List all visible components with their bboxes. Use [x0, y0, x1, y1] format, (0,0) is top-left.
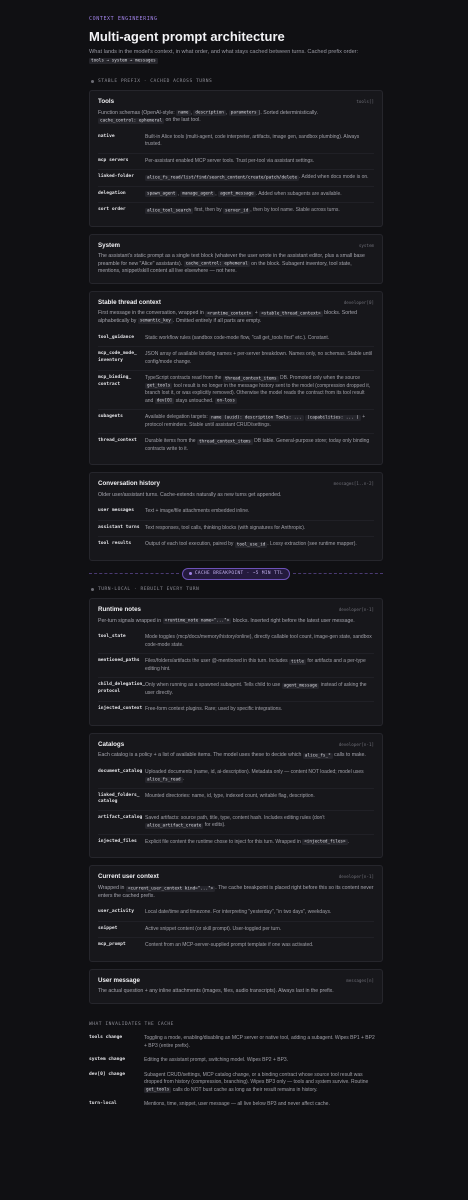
runtime-tag: developer[n-1] [338, 606, 374, 612]
invalidation-row-tools: tools change Toggling a mode, enabling/disabling an MCP server or native tool, adding a subagent. Wipes BP1 + BP2 + BP3 (entire prefix). [89, 1035, 375, 1049]
user-message-tag: messages[n] [346, 977, 374, 983]
user-message-title: User message [98, 976, 140, 984]
current-user-row-snippet: snippet Active snippet content (or skill prompt). User-toggled per turn. [98, 921, 374, 938]
thread-context-card [89, 291, 383, 465]
system-card [89, 234, 383, 284]
runtime-desc: Per-turn signals wrapped in <runtime_note name="..."> blocks. Inserted right before the latest user message. [98, 617, 355, 624]
invalidation-row-dev0: dev[0] change Subagent CRUD/settings, MCP catalog change, or a binding contract whose source tool result was dropped from history (compression, branching). Wipes BP3 only — tools and system survive. Routine get_tools calls do NOT bust cache as long as their result remains in history. [89, 1071, 369, 1093]
catalogs-title: Catalogs [98, 740, 125, 748]
tools-title: Tools [98, 98, 115, 106]
catalogs-row-document: document_catalog Uploaded documents (name, id, ai-description). Metadata only — content NOT loaded; model uses alice_fs_read . [98, 768, 364, 783]
catalogs-row-artifact: artifact_catalog Saved artifacts: source path, title, type, content hash. Includes editing rules (don't alice_artifact_create for edits). [98, 810, 374, 834]
stable-dot-icon [91, 80, 94, 83]
tools-desc: Function schemas (OpenAI-style: name , description , parameters ). Sorted deterministically. cache_control: ephemeral on the last tool. [98, 109, 318, 124]
invalidation-header: WHAT INVALIDATES THE CACHE [89, 1021, 174, 1027]
turn-section-header: TURN-LOCAL · REBUILT EVERY TURN [91, 587, 452, 593]
tools-row-delegation: delegation spawn_agent , manage_agent , agent_message . Added when subagents are available. [98, 186, 374, 203]
thread-row-subagents: subagents Available delegation targets: name (uuid): description Tools: ... (capabilities: ... ) + protocol reminders. Stable until assistant CRUD/settings. [98, 409, 374, 433]
system-desc: The assistant's static prompt as a single text block (whatever the user wrote in the assistant editor, plus a small base preamble for new "Alice" assistants). cache_control: ephemeral on the block. Subagent inventory, tool state, mentions, snippet/skill content all live elsewhere — not here. [98, 253, 365, 275]
invalidation-list [89, 1032, 379, 1113]
runtime-notes-card [89, 598, 383, 726]
invalidation-row-turn-local: turn-local Mentions, time, snippet, user message — all live below BP3 and never affect cache. [89, 1101, 330, 1108]
catalogs-row-linked-folders: linked_folders_ catalog Mounted directories: name, id, type, indexed count, writable flag, description. [98, 788, 374, 810]
prefix-order-code: tools → system → messages [91, 58, 156, 64]
history-card [89, 472, 383, 561]
current-user-desc: Wrapped in <current_user_context kind="..."> . The cache breakpoint is placed right before this so its content never enters the cached prefix. [98, 885, 374, 899]
runtime-row-tool-state: tool_state Mode toggles (mcp/docs/memory/history/online), directly callable tool count, image-gen state, sandbox code-mode state. [98, 634, 372, 648]
user-message-card [89, 969, 383, 1004]
stable-section-header: STABLE PREFIX · CACHED ACROSS TURNS [91, 79, 452, 85]
tools-tag: tools[] [356, 99, 374, 105]
thread-tag: developer[0] [343, 299, 374, 305]
tools-card [89, 90, 383, 227]
history-tag: messages[1..n-2] [333, 481, 374, 486]
catalogs-tag: developer[n-1] [338, 741, 374, 747]
tools-row-linked-folder: linked-folder alice_fs_read/list/find/search_content/create/patch/delete . Added when docs mode is on. [98, 169, 374, 186]
catalogs-row-injected-files: injected_files Explicit file content the runtime chose to inject for this turn. Wrapped in <injected_files> . [98, 834, 374, 851]
cache-breakpoint-pill: CACHE BREAKPOINT · ~5 MIN TTL [182, 568, 290, 580]
current-user-row-mcp-prompt: mcp_prompt Content from an MCP-server-supplied prompt template if one was activated. [98, 937, 374, 954]
tools-row-mcp: mcp servers Per-assistant enabled MCP server tools. Trust per-tool via assistant settings. [98, 153, 374, 170]
history-row-user: user messages Text + image/file attachments embedded inline. [98, 508, 250, 515]
current-user-tag: developer[n-1] [338, 874, 374, 880]
system-title: System [98, 241, 121, 249]
thread-title: Stable thread context [98, 298, 161, 306]
breakpoint-dot-icon [189, 572, 192, 575]
current-user-context-card [89, 865, 383, 961]
history-title: Conversation history [98, 480, 160, 487]
current-user-title: Current user context [98, 873, 159, 881]
history-row-assistant: assistant turns Text responses, tool calls, thinking blocks (with signatures for Anthropic). [98, 520, 374, 537]
thread-row-mcp-inventory: mcp_code_mode_ inventory JSON array of available binding names + per-server breakdown. Names only, no schemas. Stable until config/mode change. [98, 346, 374, 370]
thread-row-binding-contract: mcp_binding_ contract TypeScript contracts read from the thread_context_items DB. Promoted only when the source get_tools tool result is no longer in the message history sent to the model (compression dropped it, branch lost it, or was explicitly removed). Otherwise the model reads the contract from its tool result and dev[0] stays untouched. on-loss [98, 370, 374, 409]
thread-row-tool-guidance: tool_guidance Static workflow rules (sandbox code-mode flow, "call get_tools first" etc.). Constant. [98, 334, 330, 341]
thread-desc: First message in the conversation, wrapped in <runtime_context> + <stable_thread_context> blocks. Sorted alphabetically by semantic_key . Omitted entirely if all parts are empty. [98, 310, 358, 324]
page-title: Multi-agent prompt architecture [89, 28, 285, 44]
system-tag: system [358, 242, 374, 248]
tools-row-native: native Built-in Alice tools (multi-agent, code interpreter, artifacts, image gen, sandbox plumbing). Always trusted. [98, 133, 360, 148]
cache-breakpoint [89, 568, 383, 580]
history-row-tool-results: tool results Output of each tool execution, paired by tool_use_id . Lossy extraction (see runtime mapper). [98, 536, 374, 553]
current-user-row-activity: user_activity Local date/time and timezone. For interpreting "yesterday", "in two days", weekdays. [98, 909, 332, 916]
tools-row-sort-order: sort order alice_tool_search first, then by server_id , then by tool name. Stable across turns. [98, 202, 374, 219]
runtime-title: Runtime notes [98, 605, 141, 613]
invalidation-row-system: system change Editing the assistant prompt, switching model. Wipes BP2 + BP3. [89, 1057, 289, 1064]
turn-dot-icon [91, 588, 94, 591]
runtime-row-mentioned-paths: mentioned_paths Files/folders/artifacts the user @-mentioned in this turn. Includes title for artifacts and a per-type editing hint. [98, 653, 374, 677]
catalogs-card [89, 733, 383, 859]
runtime-row-child-delegation: child_delegation_ protocol Only when running as a spawned subagent. Tells child to use agent_message instead of asking the user directly. [98, 677, 374, 701]
page-eyebrow: CONTEXT ENGINEERING [89, 16, 158, 22]
catalogs-desc: Each catalog is a policy + a list of available items. The model uses these to decide which alice_fs_* calls to make. [98, 752, 366, 759]
runtime-row-injected-context: injected_context Free-form context plugins. Rare; used by specific integrations. [98, 701, 374, 718]
history-desc: Older user/assistant turns. Cache-extends naturally as new turns get appended. [98, 491, 282, 498]
thread-row-thread-context: thread_context Durable items from the thread_context_items DB table. General-purpose store; today only binding contracts write to it. [98, 433, 374, 457]
user-message-desc: The actual question + any inline attachments (images, files, audio transcripts). Always last in the prefix. [98, 988, 334, 995]
page-intro: What lands in the model's context, in what order, and what stays cached between turns. Cached prefix order: tools → system → messages [89, 49, 359, 64]
